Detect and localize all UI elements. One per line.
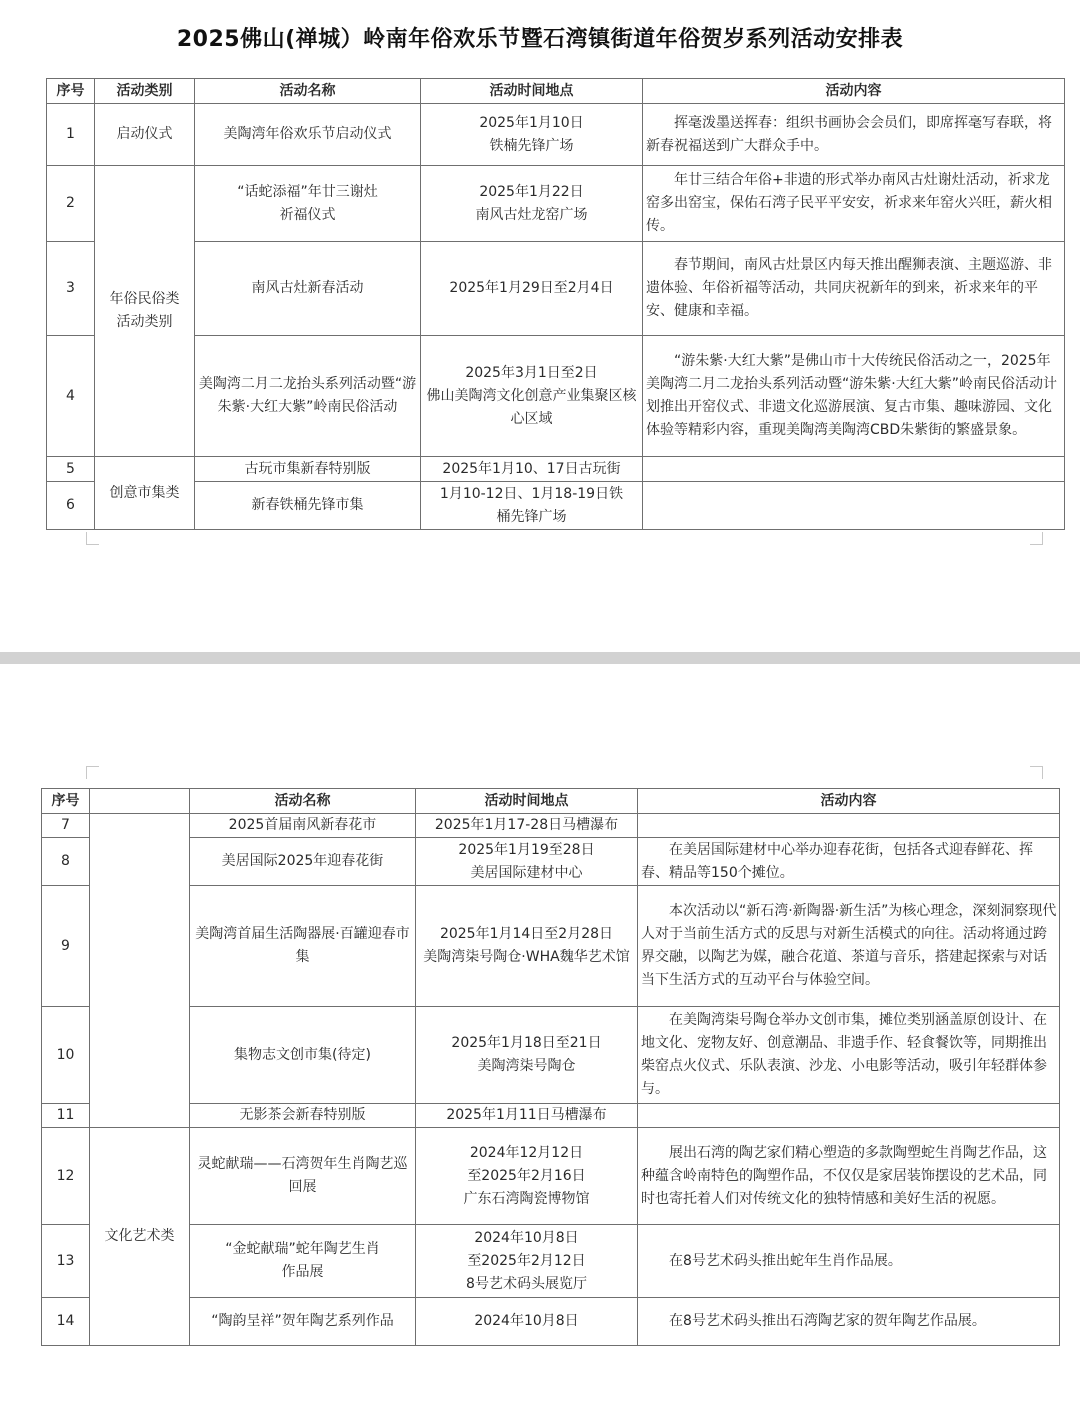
page-corner-mark (86, 766, 99, 779)
table-row (42, 1225, 1060, 1298)
row-category: 启动仪式 (95, 104, 195, 166)
row-time: 2025年1月22日 南风古灶龙窑广场 (421, 166, 643, 242)
row-no: 1 (47, 104, 95, 166)
row-name: 美陶湾二月二龙抬头系列活动暨“游朱紫·大红大紫”岭南民俗活动 (195, 336, 421, 457)
row-no: 4 (47, 336, 95, 457)
row-name: 南风古灶新春活动 (195, 242, 421, 336)
row-name: 新春铁桶先锋市集 (195, 482, 421, 530)
header-name: 活动名称 (195, 79, 421, 104)
row-no: 12 (42, 1128, 90, 1225)
row-content (638, 1104, 1060, 1128)
row-no: 3 (47, 242, 95, 336)
schedule-table-2 (41, 788, 1060, 1346)
row-name: “金蛇献瑞”蛇年陶艺生肖 作品展 (190, 1225, 416, 1298)
table-row (47, 242, 1065, 336)
row-time: 2025年1月14日至2月28日 美陶湾柒号陶仓·WHA魏华艺术馆 (416, 886, 638, 1007)
row-time: 2025年1月10日 铁楠先锋广场 (421, 104, 643, 166)
row-content: 在美陶湾柒号陶仓举办文创市集，摊位类别涵盖原创设计、在地文化、宠物友好、创意潮品、非遗手作、轻食餐饮等，同期推出柴窑点火仪式、乐队表演、沙龙、小电影等活动，吸引年轻群体参与。 (638, 1007, 1060, 1104)
row-time: 1月10-12日、1月18-19日铁 桶先锋广场 (421, 482, 643, 530)
row-no: 8 (42, 838, 90, 886)
row-time: 2025年1月11日马槽瀑布 (416, 1104, 638, 1128)
row-no: 14 (42, 1298, 90, 1346)
row-name: 美陶湾年俗欢乐节启动仪式 (195, 104, 421, 166)
row-no: 5 (47, 457, 95, 482)
page-corner-mark (1030, 532, 1043, 545)
row-content: 年廿三结合年俗+非遗的形式举办南风古灶谢灶活动，祈求龙窑多出窑宝，保佑石湾子民平平安安，祈求来年窑火兴旺，薪火相传。 (643, 166, 1065, 242)
page-divider (0, 652, 1080, 664)
row-no: 6 (47, 482, 95, 530)
header-category (90, 789, 190, 814)
row-content: 挥毫泼墨送挥春：组织书画协会会员们，即席挥毫写春联，将新春祝福送到广大群众手中。 (643, 104, 1065, 166)
page-title: 2025佛山(禅城）岭南年俗欢乐节暨石湾镇街道年俗贺岁系列活动安排表 (176, 27, 904, 52)
row-time: 2025年1月18日至21日 美陶湾柒号陶仓 (416, 1007, 638, 1104)
table-row (47, 457, 1065, 482)
row-content: 春节期间，南风古灶景区内每天推出醒狮表演、主题巡游、非遗体验、年俗祈福等活动，共同庆祝新年的到来，祈求来年的平安、健康和幸福。 (643, 242, 1065, 336)
header-category: 活动类别 (95, 79, 195, 104)
row-content: 在美居国际建材中心举办迎春花街，包括各式迎春鲜花、挥春、精品等150个摊位。 (638, 838, 1060, 886)
row-category-empty (90, 814, 190, 1128)
table-row (42, 838, 1060, 886)
row-name: 无影茶会新春特别版 (190, 1104, 416, 1128)
table-header-row (42, 789, 1060, 814)
row-time: 2025年3月1日至2日 佛山美陶湾文化创意产业集聚区核心区域 (421, 336, 643, 457)
table-row (47, 166, 1065, 242)
header-name: 活动名称 (190, 789, 416, 814)
row-no: 13 (42, 1225, 90, 1298)
schedule-table-1 (46, 78, 1065, 530)
row-content: 在8号艺术码头推出石湾陶艺家的贺年陶艺作品展。 (638, 1298, 1060, 1346)
row-time: 2025年1月29日至2月4日 (421, 242, 643, 336)
row-no: 7 (42, 814, 90, 838)
header-time: 活动时间地点 (416, 789, 638, 814)
row-name: 2025首届南风新春花市 (190, 814, 416, 838)
row-content (643, 457, 1065, 482)
row-category: 文化艺术类 (90, 1128, 190, 1346)
row-name: 集物志文创市集(待定) (190, 1007, 416, 1104)
header-content: 活动内容 (643, 79, 1065, 104)
row-content: “游朱紫·大红大紫”是佛山市十大传统民俗活动之一，2025年美陶湾二月二龙抬头系列活动暨“游朱紫·大红大紫”岭南民俗活动计划推出开窑仪式、非遗文化巡游展演、复古市集、趣味游园、文化体验等精彩内容，重现美陶湾美陶湾CBD朱紫街的繁盛景象。 (643, 336, 1065, 457)
row-no: 9 (42, 886, 90, 1007)
row-no: 2 (47, 166, 95, 242)
table-row (42, 1104, 1060, 1128)
row-name: 灵蛇献瑞——石湾贺年生肖陶艺巡回展 (190, 1128, 416, 1225)
row-content: 展出石湾的陶艺家们精心塑造的多款陶塑蛇生肖陶艺作品，这种蕴含岭南特色的陶塑作品，不仅仅是家居装饰摆设的艺术品，同时也寄托着人们对传统文化的独特情感和美好生活的祝愿。 (638, 1128, 1060, 1225)
header-no: 序号 (47, 79, 95, 104)
table-header-row (47, 79, 1065, 104)
row-content (643, 482, 1065, 530)
table-row (42, 1128, 1060, 1225)
row-no: 11 (42, 1104, 90, 1128)
header-no: 序号 (42, 789, 90, 814)
table-row (42, 814, 1060, 838)
row-time: 2024年12月12日 至2025年2月16日 广东石湾陶瓷博物馆 (416, 1128, 638, 1225)
header-content: 活动内容 (638, 789, 1060, 814)
table-row (47, 336, 1065, 457)
row-name: “话蛇添福”年廿三谢灶 祈福仪式 (195, 166, 421, 242)
row-time: 2025年1月17-28日马槽瀑布 (416, 814, 638, 838)
row-content: 在8号艺术码头推出蛇年生肖作品展。 (638, 1225, 1060, 1298)
row-name: “陶韵呈祥”贺年陶艺系列作品 (190, 1298, 416, 1346)
row-time: 2025年1月19至28日 美居国际建材中心 (416, 838, 638, 886)
row-content (638, 814, 1060, 838)
row-category: 创意市集类 (95, 457, 195, 530)
table-row (47, 104, 1065, 166)
table-row (42, 886, 1060, 1007)
row-category: 年俗民俗类 活动类别 (95, 166, 195, 457)
table-row (42, 1007, 1060, 1104)
row-content: 本次活动以“新石湾·新陶器·新生活”为核心理念，深刻洞察现代人对于当前生活方式的反思与对新生活模式的向往。活动将通过跨界交融，以陶艺为媒，融合花道、茶道与音乐，搭建起探索与对话当下生活方式的互动平台与体验空间。 (638, 886, 1060, 1007)
row-time: 2024年10月8日 至2025年2月12日 8号艺术码头展览厅 (416, 1225, 638, 1298)
table-row (42, 1298, 1060, 1346)
header-time: 活动时间地点 (421, 79, 643, 104)
table-row (47, 482, 1065, 530)
page-corner-mark (86, 532, 99, 545)
row-no: 10 (42, 1007, 90, 1104)
row-name: 美陶湾首届生活陶器展·百罐迎春市集 (190, 886, 416, 1007)
row-time: 2024年10月8日 (416, 1298, 638, 1346)
row-name: 古玩市集新春特别版 (195, 457, 421, 482)
page-corner-mark (1030, 766, 1043, 779)
row-time: 2025年1月10、17日古玩街 (421, 457, 643, 482)
row-name: 美居国际2025年迎春花街 (190, 838, 416, 886)
